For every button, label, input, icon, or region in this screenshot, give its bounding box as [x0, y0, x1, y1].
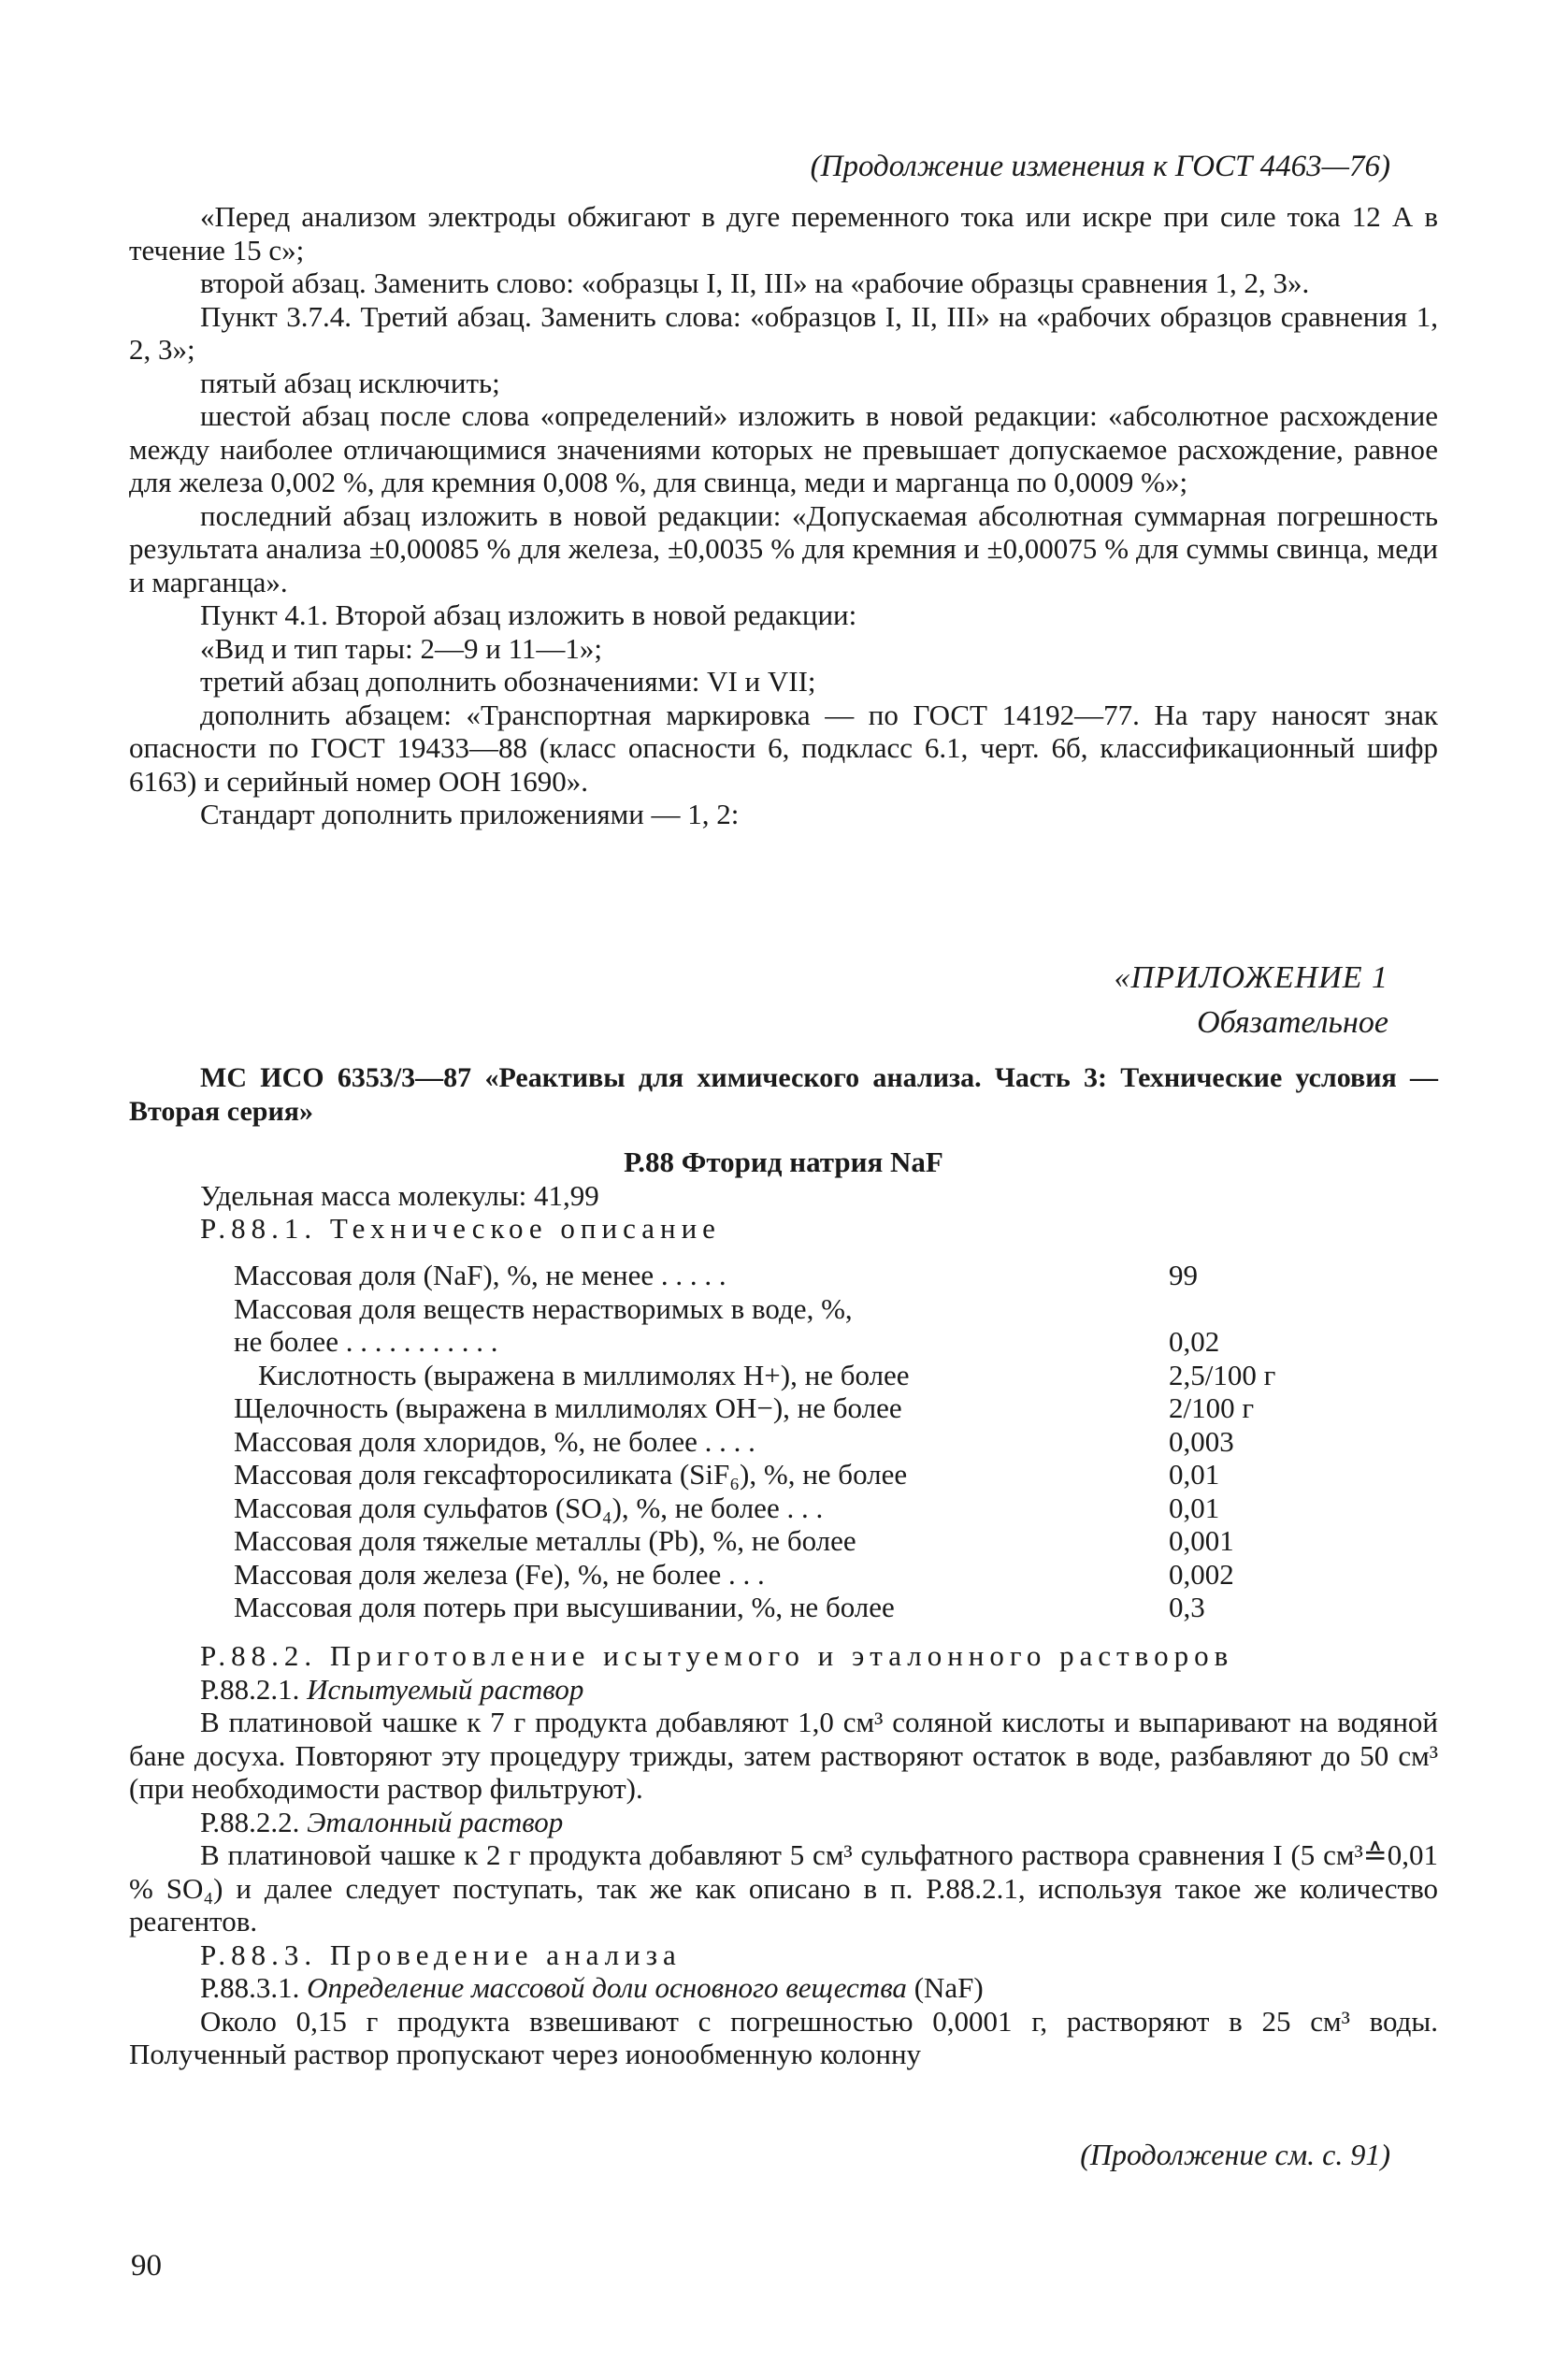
appendix-heading: [1115, 956, 1388, 1045]
subsection-heading: [129, 1673, 1438, 1707]
spec-value: 0,02: [1169, 1325, 1220, 1358]
spec-value: 0,01: [1169, 1491, 1220, 1524]
spec-name: Массовая доля сульфатов (SO₄), %, не более . . .: [234, 1491, 824, 1524]
subsection-heading: [129, 1971, 1438, 2005]
subsection-title: Р.88.1. Техническое описание: [200, 1212, 721, 1245]
paragraph: В платиновой чашке к 7 г продукта добавляют 1,0 см³ соляной кислоты и выпаривают на водяной бане досуха. Повторяют эту процедуру трижды, затем растворяют остаток в воде, разбавляют до 50 см³ (при необходимости раствор фильтруют).: [129, 1706, 1438, 1805]
spec-name: Массовая доля тяжелые металлы (Pb), %, не более: [234, 1524, 856, 1557]
table-row: [234, 1259, 1337, 1292]
standard-title: [129, 1061, 1438, 1129]
spec-value: 2,5/100 г: [1169, 1358, 1276, 1391]
subsection-heading: [129, 1806, 1438, 1839]
spec-name: Кислотность (выражена в миллимолях H+), не более: [258, 1358, 910, 1391]
paragraph: Пункт 4.1. Второй абзац изложить в новой редакции:: [200, 598, 857, 631]
spec-value: 2/100 г: [1169, 1391, 1255, 1424]
spec-value: 99: [1169, 1259, 1198, 1291]
page-number: 90: [131, 2249, 162, 2283]
table-row: [234, 1391, 1337, 1425]
table-row: [234, 1458, 1337, 1491]
table-row: [234, 1524, 1337, 1558]
spec-name: Массовая доля (NaF), %, не менее . . . . .: [234, 1259, 726, 1291]
spec-value: 0,003: [1169, 1424, 1234, 1458]
appendix-title: «ПРИЛОЖЕНИЕ 1: [1114, 960, 1388, 995]
amendment-text: [129, 200, 1438, 831]
spec-name: Щелочность (выражена в миллимолях OH−), не более: [234, 1391, 902, 1424]
clause-title: Испытуемый раствор: [307, 1672, 584, 1706]
clause-number: Р.88.2.1.: [200, 1672, 300, 1706]
spec-value: 0,001: [1169, 1524, 1234, 1557]
running-header: (Продолжение изменения к ГОСТ 4463—76): [810, 150, 1390, 183]
spec-value: [1169, 1292, 1337, 1326]
continuation-note: (Продолжение см. с. 91): [1080, 2138, 1390, 2171]
spec-name: Массовая доля железа (Fe), %, не более . . .: [234, 1557, 765, 1591]
paragraph: «Вид и тип тары: 2—9 и 11—1»;: [200, 631, 603, 665]
clause-number: Р.88.2.2.: [200, 1805, 300, 1838]
paragraph: последний абзац изложить в новой редакции: «Допускаемая абсолютная суммарная погрешность результата анализа ±0,00085 % для железа, ±0,0035 % для кремния и ±0,00075 % для суммы свинца, меди и марганца».: [129, 498, 1438, 598]
paragraph: Около 0,15 г продукта взвешивают с погрешностью 0,0001 г, растворяют в 25 см³ воды. Полученный раствор пропускают через ионообменную колонну: [129, 2004, 1438, 2070]
clause-formula: (NaF): [913, 1971, 984, 2004]
spec-name: Массовая доля гексафторосиликата (SiF₆), %, не более: [234, 1458, 908, 1491]
subsection-title: Р.88.3. Проведение анализа: [200, 1938, 682, 1971]
ms-title: МС ИСО 6353/3—87 «Реактивы для химического анализа. Часть 3: Технические условия — Вторая серия»: [129, 1062, 1438, 1127]
clause-title: Определение массовой доли основного вещества: [307, 1971, 907, 2004]
paragraph: Пункт 3.7.4. Третий абзац. Заменить слова: «образцов I, II, III» на «рабочих образцов сравнения 1, 2, 3»;: [129, 299, 1438, 366]
subsection-title: Р.88.2. Приготовление исытуемого и эталонного растворов: [200, 1639, 1234, 1672]
paragraph: Стандарт дополнить приложениями — 1, 2:: [200, 798, 740, 830]
spec-name: Массовая доля потерь при высушивании, %, не более: [234, 1591, 895, 1623]
table-row: [234, 1425, 1337, 1459]
table-row: [234, 1558, 1337, 1592]
spec-name: Массовая доля веществ нерастворимых в воде, %,: [234, 1291, 853, 1325]
paragraph: «Перед анализом электроды обжигают в дуге переменного тока или искре при силе тока 12 А в течение 15 с»;: [129, 200, 1438, 267]
spec-name: не более . . . . . . . . . . .: [234, 1325, 498, 1358]
paragraph: В платиновой чашке к 2 г продукта добавляют 5 см³ сульфатного раствора сравнения I (5 см³≙0,01 % SO₄) и далее следует поступать, так же как описано в п. Р.88.2.1, используя такое же количество реагентов.: [129, 1838, 1438, 1938]
spec-value: 0,002: [1169, 1557, 1234, 1591]
clause-title: Эталонный раствор: [307, 1805, 564, 1838]
table-row: [234, 1491, 1337, 1525]
procedure-text: [129, 1639, 1438, 2071]
appendix-subtitle: Обязательное: [1197, 1005, 1388, 1040]
table-row: [234, 1292, 1337, 1326]
section-header: [129, 1145, 1438, 1246]
paragraph: шестой абзац после слова «определений» изложить в новой редакции: «абсолютное расхождение между наиболее отличающимися значениями которых не превышает допускаемое расхождение, равное для железа 0,002 %, для кремния 0,008 %, для свинца, меди и марганца по 0,0009 %»;: [129, 399, 1438, 498]
paragraph: дополнить абзацем: «Транспортная маркировка — по ГОСТ 14192—77. На тару наносят знак опасности по ГОСТ 19433—88 (класс опасности 6, подкласс 6.1, черт. 6б, классификационный шифр 6163) и серийный номер ООН 1690».: [129, 698, 1438, 798]
table-row: [234, 1591, 1337, 1624]
spec-table: [234, 1259, 1337, 1624]
spec-name: Массовая доля хлоридов, %, не более . . . .: [234, 1424, 755, 1458]
spec-value: 0,3: [1169, 1591, 1205, 1623]
paragraph: второй абзац. Заменить слово: «образцы I, II, III» на «рабочие образцы сравнения 1, 2, 3».: [200, 267, 1310, 299]
molecular-mass: Удельная масса молекулы: 41,99: [200, 1178, 599, 1212]
paragraph: пятый абзац исключить;: [200, 366, 500, 399]
table-row: [234, 1359, 1337, 1392]
section-title: Р.88 Фторид натрия NaF: [624, 1145, 943, 1178]
paragraph: третий абзац дополнить обозначениями: VI и VII;: [200, 665, 816, 698]
table-row: [234, 1325, 1337, 1359]
clause-number: Р.88.3.1.: [200, 1971, 300, 2004]
spec-value: 0,01: [1169, 1458, 1220, 1491]
